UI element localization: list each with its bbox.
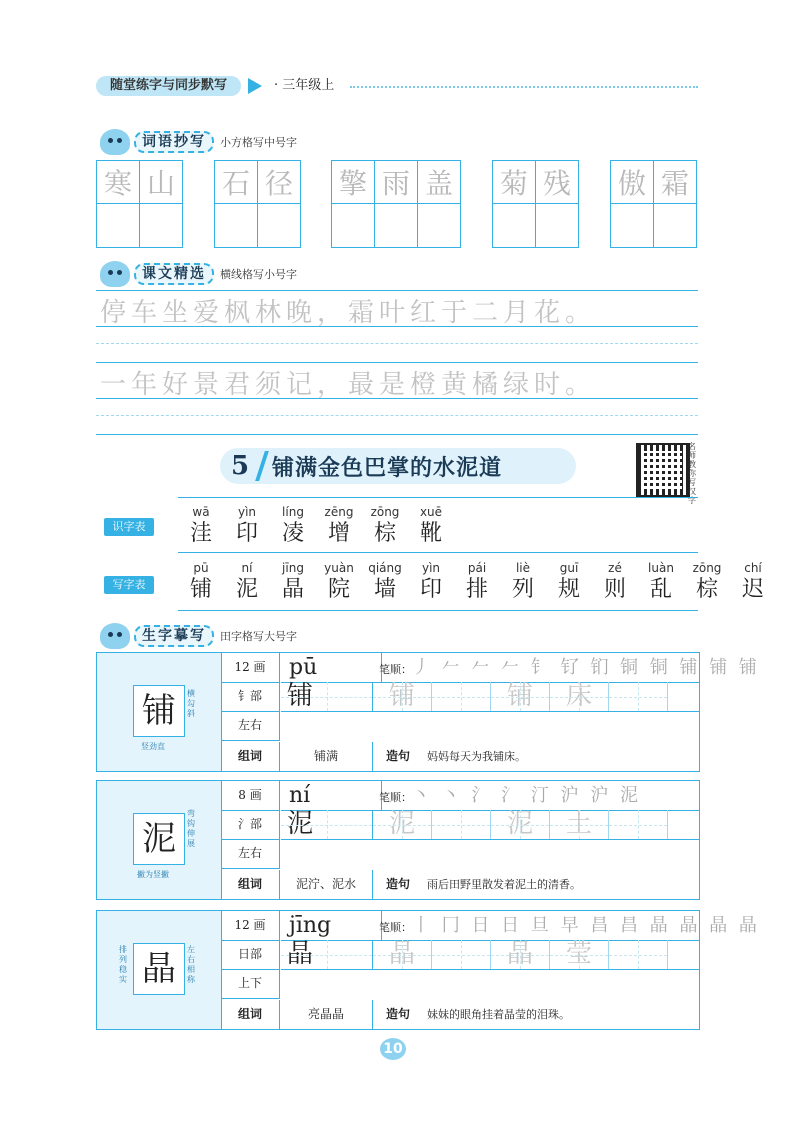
structure: 左右 xyxy=(221,711,280,741)
char-item: zōng 棕 xyxy=(370,505,400,546)
char-item: chí 迟 xyxy=(741,561,764,602)
trace-cell[interactable]: 晶 xyxy=(373,940,432,969)
char-item: líng 凌 xyxy=(281,505,304,546)
sentence-example: 妹妹的眼角挂着晶莹的泪珠。 xyxy=(427,1008,570,1021)
sentence-example: 妈妈每天为我铺床。 xyxy=(427,750,526,763)
recognize-label: 识字表 xyxy=(104,518,154,536)
word-label: 组词 xyxy=(221,742,280,771)
lesson-title-banner xyxy=(220,448,576,484)
trace-cell[interactable]: 铺 xyxy=(373,682,432,711)
char-item: ní 泥 xyxy=(235,561,258,602)
demo-char: 泥 xyxy=(281,810,373,839)
model-panel xyxy=(97,653,222,771)
write-chars xyxy=(182,560,780,604)
char-item: luàn 乱 xyxy=(648,561,674,602)
char-item: guī 规 xyxy=(557,561,580,602)
section-title: 生字摹写 xyxy=(134,625,214,647)
pinyin: pū xyxy=(281,653,382,683)
stroke-order: 笔顺：丨 冂 日 日 旦 早 昌 昌 晶 晶 晶 晶 xyxy=(375,911,699,941)
writing-line xyxy=(96,326,698,327)
cat-mascot-icon xyxy=(100,129,130,155)
word-cell[interactable]: 盖 xyxy=(418,161,460,247)
word-sentence-row xyxy=(221,742,699,771)
writing-line xyxy=(96,290,698,291)
tip-side: 弯钩伸展 xyxy=(187,809,195,848)
trace-cell[interactable]: 莹 xyxy=(550,940,609,969)
trace-cell[interactable]: 泥 xyxy=(491,810,550,839)
series-title: 随堂练字与同步默写 xyxy=(96,76,241,96)
table-border xyxy=(178,610,698,611)
word-cell[interactable]: 石 xyxy=(215,161,258,247)
char-item: yìn 印 xyxy=(235,505,258,546)
trace-cell[interactable]: 铺 xyxy=(491,682,550,711)
section-subtitle: 横线格写小号字 xyxy=(220,268,297,281)
tip-bottom: 排列稳实 xyxy=(119,945,127,984)
char-item: jīng 晶 xyxy=(281,561,304,602)
word-group xyxy=(96,160,183,248)
model-char: 铺 xyxy=(133,685,185,737)
tip-side: 左右相称 xyxy=(187,945,195,984)
qr-code-icon[interactable] xyxy=(636,443,690,497)
word-group xyxy=(214,160,301,248)
section-copy-header xyxy=(100,624,297,648)
word-sentence-row xyxy=(221,1000,699,1029)
recognize-chars xyxy=(182,504,458,548)
table-border xyxy=(178,552,698,553)
word-example: 泥泞、泥水 xyxy=(280,870,373,899)
blank-cell[interactable] xyxy=(609,810,668,839)
arrow-icon xyxy=(248,78,262,94)
practice-block xyxy=(96,910,760,1030)
model-char: 晶 xyxy=(133,943,185,995)
word-example: 铺满 xyxy=(280,742,373,771)
trace-cell[interactable]: 晶 xyxy=(491,940,550,969)
writing-line xyxy=(96,434,698,435)
sentence-example: 雨后田野里散发着泥土的清香。 xyxy=(427,878,581,891)
writing-line-dashed[interactable] xyxy=(96,343,698,344)
model-panel xyxy=(97,781,222,899)
table-border xyxy=(178,497,698,498)
section-title: 课文精选 xyxy=(134,263,214,285)
sentence-label: 造句 xyxy=(385,877,410,891)
word-cell[interactable]: 菊 xyxy=(493,161,536,247)
stroke-count: 12 画 xyxy=(221,911,280,941)
word-sentence-row xyxy=(221,870,699,899)
word-cell[interactable]: 山 xyxy=(140,161,182,247)
writing-line xyxy=(96,362,698,363)
word-group xyxy=(610,160,697,248)
word-example: 亮晶晶 xyxy=(280,1000,373,1029)
pinyin: jīng xyxy=(281,911,382,941)
char-item: yìn 印 xyxy=(419,561,442,602)
char-item: zēng 增 xyxy=(324,505,354,546)
structure: 左右 xyxy=(221,839,280,869)
trace-cell[interactable]: 土 xyxy=(550,810,609,839)
radical: 日部 xyxy=(221,940,280,970)
header-divider xyxy=(350,86,698,88)
grade-label: · 三年级上 xyxy=(274,78,335,93)
sentence-label: 造句 xyxy=(385,749,410,763)
stroke-order: 笔顺：丿 𠂉 𠂉 𠂉 钅 钌 钔 铜 铜 铺 铺 铺 xyxy=(375,653,699,683)
word-cell[interactable]: 傲 xyxy=(611,161,654,247)
stroke-order: 笔顺：丶 丶 氵 氵 汀 沪 沪 泥 xyxy=(375,781,699,811)
char-item: pū 铺 xyxy=(189,561,212,602)
word-cell[interactable]: 径 xyxy=(258,161,300,247)
blank-cell[interactable] xyxy=(609,682,668,711)
radical: 氵部 xyxy=(221,810,280,840)
tip-bottom: 撇为竖撇 xyxy=(137,870,169,879)
section-words-header xyxy=(100,130,297,154)
char-item: zé 则 xyxy=(603,561,626,602)
char-item: qiáng 墙 xyxy=(368,561,402,602)
section-poem-header xyxy=(100,262,297,286)
blank-cell[interactable] xyxy=(432,810,491,839)
trace-cell[interactable]: 泥 xyxy=(373,810,432,839)
poem-line: 停车坐爱枫林晚，霜叶红于二月花。 xyxy=(100,298,597,328)
demo-char: 晶 xyxy=(281,940,373,969)
panda-mascot-icon xyxy=(100,261,130,287)
word-group xyxy=(331,160,461,248)
stroke-count: 8 画 xyxy=(221,781,280,811)
practice-row xyxy=(281,810,699,840)
model-panel xyxy=(97,911,222,1029)
blank-cell[interactable] xyxy=(432,682,491,711)
writing-line xyxy=(96,398,698,399)
trace-cell[interactable]: 床 xyxy=(550,682,609,711)
blank-cell[interactable] xyxy=(609,940,668,969)
write-label: 写字表 xyxy=(104,576,154,594)
lesson-title: 铺满金色巴掌的水泥道 xyxy=(272,455,503,481)
section-subtitle: 小方格写中号字 xyxy=(220,136,297,149)
practice-row xyxy=(281,940,699,970)
char-item: yuàn 院 xyxy=(324,561,354,602)
demo-char: 铺 xyxy=(281,682,373,711)
page-number: 10 xyxy=(380,1038,406,1060)
char-item: wā 洼 xyxy=(189,505,212,546)
stroke-count: 12 画 xyxy=(221,653,280,683)
word-cell[interactable]: 擎 xyxy=(332,161,375,247)
word-cell[interactable]: 霜 xyxy=(654,161,696,247)
poem-line: 一年好景君须记，最是橙黄橘绿时。 xyxy=(100,370,597,400)
word-label: 组词 xyxy=(221,870,280,899)
word-group xyxy=(492,160,579,248)
char-item: xuē 靴 xyxy=(419,505,443,546)
practice-block xyxy=(96,780,700,900)
tip-bottom: 竖劲直 xyxy=(141,742,165,751)
practice-block xyxy=(96,652,760,772)
word-cell[interactable]: 残 xyxy=(536,161,578,247)
char-item: liè 列 xyxy=(511,561,534,602)
practice-row xyxy=(281,682,699,712)
model-char: 泥 xyxy=(133,813,185,865)
char-item: zōng 棕 xyxy=(692,561,722,602)
radical: 钅部 xyxy=(221,682,280,712)
word-cell[interactable]: 雨 xyxy=(375,161,418,247)
word-label: 组词 xyxy=(221,1000,280,1029)
tip-side: 横勾斜 xyxy=(187,689,195,718)
pinyin: ní xyxy=(281,781,382,811)
section-title: 词语抄写 xyxy=(134,131,214,153)
qr-caption: 名师教你写汉字 xyxy=(688,442,696,505)
section-subtitle: 田字格写大号字 xyxy=(220,630,297,643)
sentence-label: 造句 xyxy=(385,1007,410,1021)
char-item: pái 排 xyxy=(465,561,488,602)
word-cell[interactable]: 寒 xyxy=(97,161,140,247)
blank-cell[interactable] xyxy=(432,940,491,969)
structure: 上下 xyxy=(221,969,280,999)
lesson-number: 5 xyxy=(230,451,250,481)
writing-line-dashed[interactable] xyxy=(96,415,698,416)
dog-mascot-icon xyxy=(100,623,130,649)
